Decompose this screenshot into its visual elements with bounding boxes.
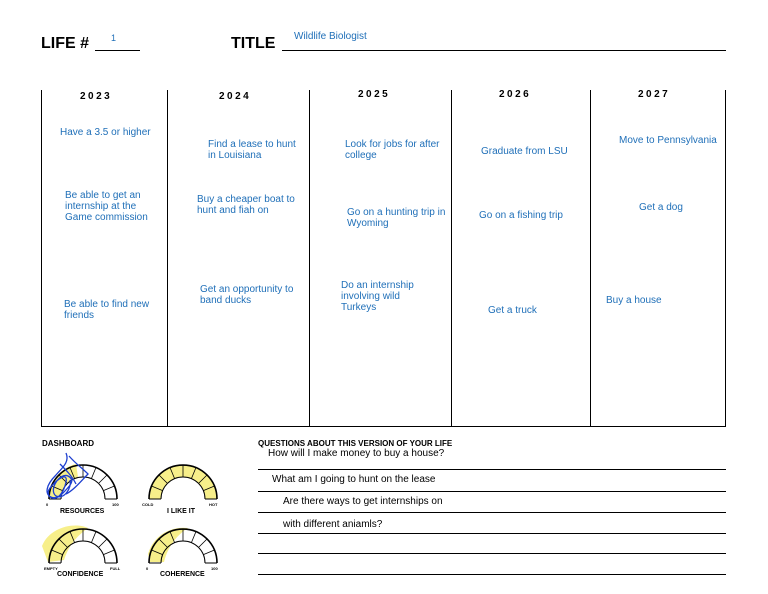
year-2026: 2026 xyxy=(499,89,532,100)
year-2023: 2023 xyxy=(80,91,113,102)
dashboard-title: DASHBOARD xyxy=(42,439,94,448)
goal-2026-1[interactable]: Graduate from LSU xyxy=(481,146,568,157)
resources-scribble xyxy=(47,453,88,498)
coherence-gauge[interactable] xyxy=(148,528,217,563)
confidence-max-label: FULL xyxy=(110,566,121,571)
resources-label: RESOURCES xyxy=(60,508,105,515)
questions-title: QUESTIONS ABOUT THIS VERSION OF YOUR LIFE xyxy=(258,439,453,448)
i-like-it-label: I LIKE IT xyxy=(167,508,195,515)
i-like-it-max-label: HOT xyxy=(209,502,218,507)
coherence-min-label: 0 xyxy=(146,566,149,571)
title-line xyxy=(282,50,726,51)
confidence-label: CONFIDENCE xyxy=(57,571,104,578)
title-value[interactable]: Wildlife Biologist xyxy=(294,31,367,42)
goal-2024-2[interactable]: Buy a cheaper boat to hunt and fiah on xyxy=(197,194,295,216)
dashboard-gauges xyxy=(36,450,236,585)
year-2025: 2025 xyxy=(358,89,391,100)
grid-line-4 xyxy=(590,90,591,427)
goal-2027-1[interactable]: Move to Pennsylvania xyxy=(619,135,717,146)
resources-gauge[interactable] xyxy=(47,453,117,499)
goal-2023-3[interactable]: Be able to find new friends xyxy=(64,299,150,321)
goal-2026-3[interactable]: Get a truck xyxy=(488,305,537,316)
grid-line-1 xyxy=(167,90,168,427)
question-line-4 xyxy=(258,533,726,534)
grid-line-2 xyxy=(309,90,310,427)
question-line-1 xyxy=(258,469,726,470)
question-line-6 xyxy=(258,574,726,575)
goal-2025-1[interactable]: Look for jobs for after college xyxy=(345,139,440,161)
question-line-2 xyxy=(258,491,726,492)
title-label: TITLE xyxy=(231,35,276,52)
question-line-3 xyxy=(258,512,726,513)
grid-line-3 xyxy=(451,90,452,427)
question-4[interactable]: with different aniamls? xyxy=(283,519,383,530)
goal-2027-2[interactable]: Get a dog xyxy=(639,202,683,213)
resources-min-label: 0 xyxy=(46,502,49,507)
year-2024: 2024 xyxy=(219,91,252,102)
goal-2027-3[interactable]: Buy a house xyxy=(606,295,662,306)
life-number-label: LIFE # xyxy=(41,35,90,52)
goal-2025-3[interactable]: Do an internship involving wild Turkeys xyxy=(341,280,414,313)
coherence-max-label: 100 xyxy=(211,566,218,571)
goal-2023-1[interactable]: Have a 3.5 or higher xyxy=(60,127,151,138)
goal-2024-3[interactable]: Get an opportunity to band ducks xyxy=(200,284,294,306)
confidence-min-label: EMPTY xyxy=(44,566,58,571)
goal-2025-2[interactable]: Go on a hunting trip in Wyoming xyxy=(347,207,446,229)
confidence-gauge[interactable] xyxy=(42,525,117,563)
goal-2023-2[interactable]: Be able to get an internship at the Game commission xyxy=(65,190,148,223)
goal-2026-2[interactable]: Go on a fishing trip xyxy=(479,210,563,221)
year-2027: 2027 xyxy=(638,89,671,100)
question-2[interactable]: What am I going to hunt on the lease xyxy=(272,474,436,485)
grid-line-left xyxy=(41,90,42,427)
goal-2024-1[interactable]: Find a lease to hunt in Louisiana xyxy=(208,139,296,161)
grid-line-right xyxy=(725,90,726,427)
grid-line-bottom xyxy=(41,426,726,427)
question-3[interactable]: Are there ways to get internships on xyxy=(283,496,443,507)
i-like-it-gauge[interactable] xyxy=(149,465,217,499)
life-number-value[interactable]: 1 xyxy=(111,33,117,43)
resources-max-label: 100 xyxy=(112,502,119,507)
question-1[interactable]: How will I make money to buy a house? xyxy=(268,448,445,459)
life-number-line xyxy=(95,50,140,51)
question-line-5 xyxy=(258,553,726,554)
coherence-label: COHERENCE xyxy=(160,571,205,578)
i-like-it-min-label: COLD xyxy=(142,502,154,507)
